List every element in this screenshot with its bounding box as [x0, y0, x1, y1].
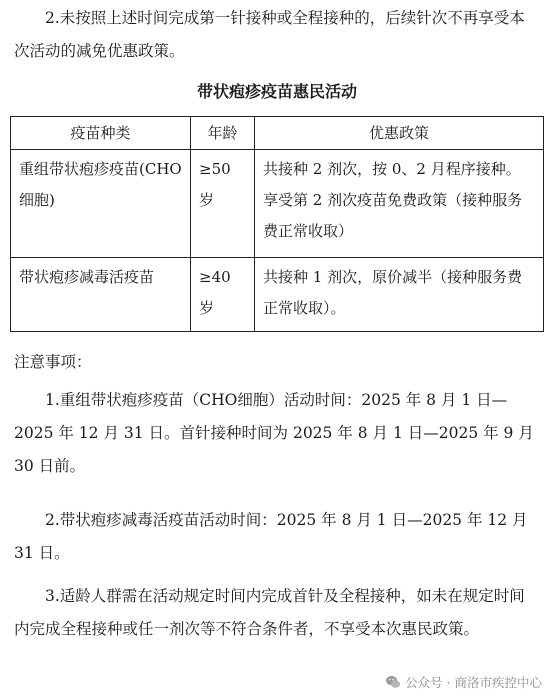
table-row [11, 258, 544, 332]
table-row [11, 150, 544, 258]
table-header-row [11, 117, 544, 150]
cell-vaccine: 重组带状疱疹疫苗(CHO细胞) [11, 150, 191, 258]
cell-vaccine: 带状疱疹减毒活疫苗 [11, 258, 191, 332]
note-item-3: 3.适龄人群需在活动规定时间内完成首针及全程接种，如未在规定时间内完成全程接种或任一剂次等不符合条件者，不享受本次惠民政策。 [14, 587, 525, 638]
note-item-2: 2.带状疱疹减毒活疫苗活动时间：2025 年 8 月 1 日—2025 年 12 月 31 日。 [14, 511, 528, 562]
note-item-1: 1.重组带状疱疹疫苗（CHO细胞）活动时间：2025 年 8 月 1 日—2025 年 12 月 31 日。首针接种时间为 2025 年 8 月 1 日—2025 年 9 月 30 日前。 [14, 391, 534, 475]
cell-age: ≥40 岁 [191, 258, 255, 332]
table-title: 带状疱疹疫苗惠民活动 [196, 82, 357, 101]
cell-age: ≥50 岁 [191, 150, 255, 258]
header-age: 年龄 [191, 117, 255, 150]
cell-policy: 共接种 2 剂次，按 0、2 月程序接种。享受第 2 剂次疫苗免费政策（接种服务费正常收取） [255, 150, 544, 258]
policy-table [10, 116, 544, 332]
cell-policy: 共接种 1 剂次，原价减半（接种服务费正常收取）。 [255, 258, 544, 332]
watermark-text: 公众号 · 商洛市疾控中心 [405, 675, 542, 690]
wechat-icon [385, 674, 401, 690]
header-vaccine: 疫苗种类 [11, 117, 191, 150]
notes-heading: 注意事项： [14, 353, 92, 371]
intro-paragraph: 2.未按照上述时间完成第一针接种或全程接种的，后续针次不再享受本次活动的减免优惠政策。 [14, 9, 525, 60]
watermark [385, 673, 542, 691]
header-policy: 优惠政策 [255, 117, 544, 150]
